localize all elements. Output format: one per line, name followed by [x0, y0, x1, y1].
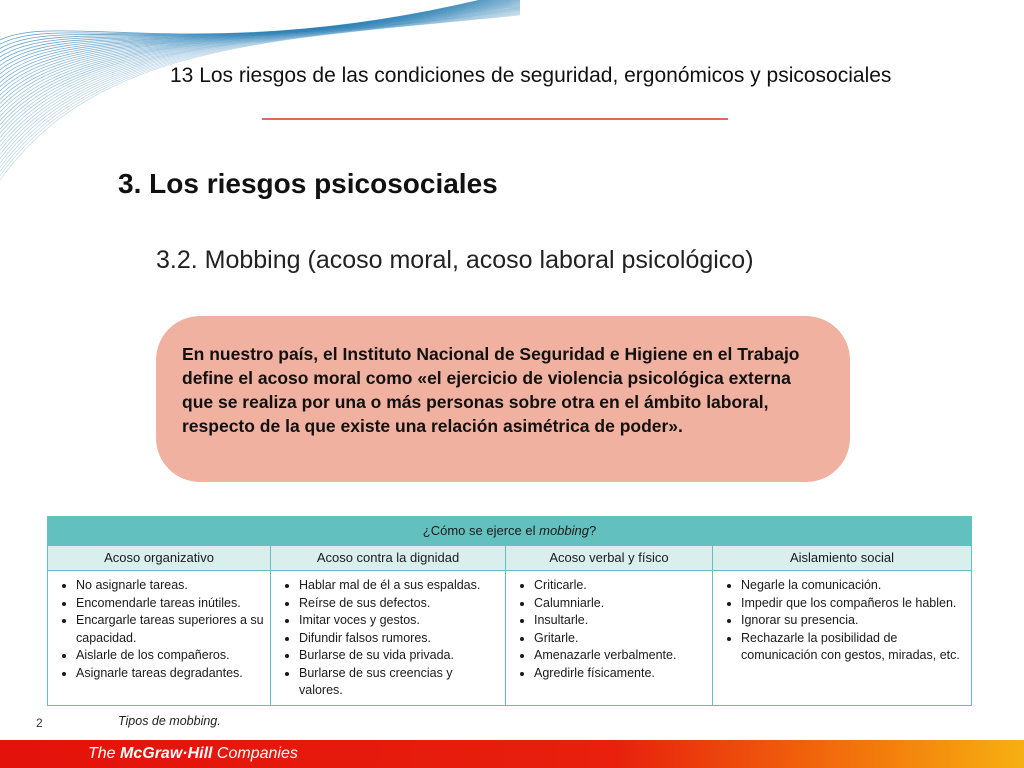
definition-text: En nuestro país, el Instituto Nacional de Seguridad e Higiene en el Trabajo define el acoso moral como «el ejercicio de violencia psicológica externa que se realiza por una o más personas sobre otra en el ámbito laboral, respecto de la que existe una relación asimétrica de poder».: [182, 344, 800, 436]
list-item: • Insultarle.: [534, 612, 706, 630]
list-item: • Amenazarle verbalmente.: [534, 647, 706, 665]
section-title: 3. Los riesgos psicosociales: [118, 168, 498, 199]
table-title-emphasis: mobbing: [539, 523, 589, 538]
subsection-title: 3.2. Mobbing (acoso moral, acoso laboral psicológico): [156, 246, 754, 274]
page-number: 2: [36, 716, 43, 730]
mobbing-table: [47, 516, 972, 706]
list-item: • No asignarle tareas.: [76, 577, 264, 595]
footer-bar: [0, 740, 1024, 768]
table-title-prefix: ¿Cómo se ejerce el: [422, 523, 540, 538]
list-item: • Rechazarle la posibilidad de comunicación con gestos, miradas, etc.: [741, 630, 965, 665]
item-list: [721, 577, 965, 665]
list-item: • Burlarse de su vida privada.: [299, 647, 499, 665]
table-title: [48, 517, 971, 545]
list-item: • Negarle la comunicación.: [741, 577, 965, 595]
table-body-row: [48, 571, 971, 705]
column-dignidad: [270, 571, 505, 705]
table-caption: Tipos de mobbing.: [118, 714, 221, 728]
column-verbal-fisico: [505, 571, 712, 705]
list-item: • Asignarle tareas degradantes.: [76, 665, 264, 683]
item-list: [514, 577, 706, 682]
brand-suffix: Companies: [212, 745, 298, 762]
column-organizativo: [48, 571, 270, 705]
table-title-suffix: ?: [588, 523, 597, 538]
column-header-organizativo: Acoso organizativo: [104, 550, 214, 565]
list-item: • Gritarle.: [534, 630, 706, 648]
item-list: [279, 577, 499, 700]
column-header-dignidad: Acoso contra la dignidad: [270, 546, 505, 570]
list-item: • Burlarse de sus creencias y valores.: [299, 665, 499, 700]
slide-header-title: 13 Los riesgos de las condiciones de seguridad, ergonómicos y psicosociales: [170, 64, 892, 87]
list-item: • Reírse de sus defectos.: [299, 595, 499, 613]
publisher-logo: [88, 745, 298, 763]
list-item: • Aislarle de los compañeros.: [76, 647, 264, 665]
definition-callout: [156, 316, 850, 482]
list-item: • Impedir que los compañeros le hablen.: [741, 595, 965, 613]
list-item: • Ignorar su presencia.: [741, 612, 965, 630]
table-header-row: [48, 545, 971, 571]
list-item: • Encargarle tareas superiores a su capacidad.: [76, 612, 264, 647]
brand-prefix: The: [88, 745, 121, 762]
list-item: • Agredirle físicamente.: [534, 665, 706, 683]
list-item: • Encomendarle tareas inútiles.: [76, 595, 264, 613]
list-item: • Imitar voces y gestos.: [299, 612, 499, 630]
list-item: • Difundir falsos rumores.: [299, 630, 499, 648]
column-header-aislamiento: Aislamiento social: [712, 546, 971, 570]
list-item: • Calumniarle.: [534, 595, 706, 613]
list-item: • Criticarle.: [534, 577, 706, 595]
item-list: [56, 577, 264, 682]
column-header-verbal-fisico: Acoso verbal y físico: [505, 546, 712, 570]
brand-name: McGraw·Hill: [120, 745, 213, 762]
decorative-wave-graphic: [0, 0, 520, 180]
column-aislamiento: [712, 571, 971, 705]
header-underline: [262, 118, 728, 120]
list-item: • Hablar mal de él a sus espaldas.: [299, 577, 499, 595]
